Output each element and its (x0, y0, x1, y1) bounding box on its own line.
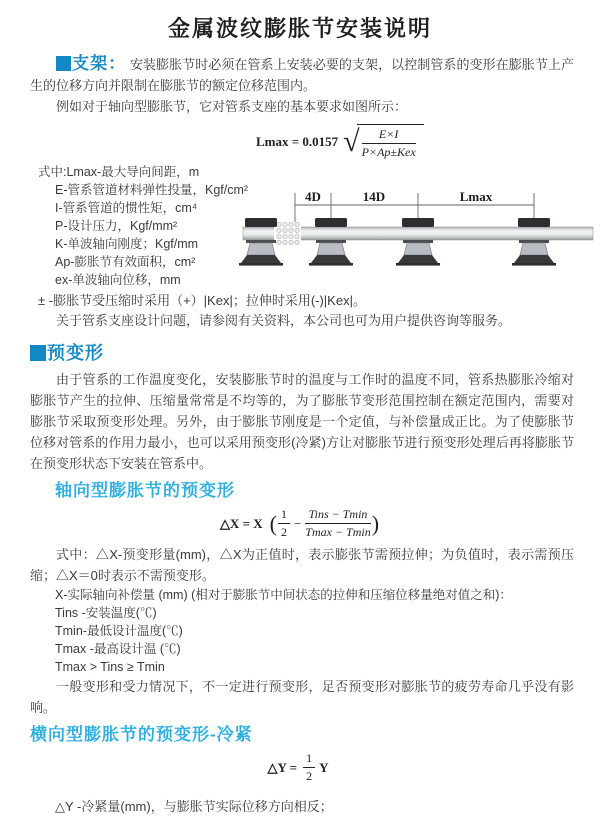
definition-line: P-设计压力，Kgf/mm² (55, 219, 178, 233)
prestrain-section-heading (30, 339, 600, 365)
definition-line: K-单波轴向刚度；Kgf/mm (55, 237, 199, 251)
definition-line: 式中:Lmax-最大导向间距，m (38, 165, 200, 179)
sqrt-content (357, 124, 424, 160)
axial-note: 一般变形和受力情况下，不一定进行预变形，足否预变形对膨胀节的疲劳寿命几乎没有影响。 (30, 679, 574, 715)
pipe-support (512, 218, 556, 266)
frac-numerator: 1 (278, 507, 290, 524)
blue-square-bullet (30, 345, 46, 361)
lateral-formula-lhs: △Y = (267, 759, 298, 775)
bellows-icon (274, 222, 301, 245)
temperature-fraction (305, 507, 370, 540)
definition-line: E-管系管道材料弹性投量，Kgf/cm² (55, 183, 249, 197)
minus-sign: − (293, 515, 302, 531)
frac-numerator: Tins − Tmin (305, 507, 370, 524)
axial-definition-line: Tmin-最低设计温度(℃) (55, 624, 183, 638)
lmax-denominator: P×Ap±Kex (361, 145, 416, 159)
prestrain-body-paragraph: 由于管系的工作温度变化，安装膨胀节时的温度与工作时的温度不同，管系热膨胀冷缩对膨胀节产生的拉伸、压缩量常常是不均等的，为了膨胀节变形范围控制在额定范围内，需要对膨胀节采取预变形处理。另外，由于膨胀节刚度是一个定值，与补偿量成正比。为了使膨胀节位移对管系的作用力最小，也可以采用预变形(冷紧)方让对膨胀节进行预变形处理后再将膨胀节在预变形状态下安装在管系中。 (30, 372, 574, 471)
pipe-support (396, 218, 440, 266)
axial-formula-lhs: △X = X (219, 515, 263, 531)
page-title: 金属波纹膨胀节安装说明 (167, 16, 432, 41)
dimension-label-lmax: Lmax (459, 189, 493, 204)
frac-numerator: 1 (303, 751, 315, 768)
support-intro-text: 安装膨胀节时必须在管系上安装必要的支架，以控制管系的变形在膨胀节上产生的位移方向并限制在膨胀节的额定位移范围内。 (30, 57, 574, 93)
prestrain-heading-label: 预变形 (47, 343, 104, 363)
close-paren: ) (371, 510, 380, 536)
axial-definition-line: Tmax > Tins ≥ Tmin (55, 660, 165, 674)
definition-line: I-管系管道的惯性矩，cm⁴ (55, 201, 198, 215)
definition-line: ex-单波轴向位移，mm (55, 273, 181, 287)
axial-desc-paragraph: 式中：△X-预变形量(mm)，△X为正值时，表示膨张节需预拉伸；为负值时，表示需预压缩；△X＝0时表示不需预变形。 (30, 547, 574, 583)
lmax-fraction (362, 127, 416, 160)
lateral-formula-rhs: Y (319, 759, 329, 775)
frac-denominator: Tmax − Tmin (305, 525, 371, 539)
support-intro-paragraph (30, 53, 574, 96)
service-note: 关于管系支座设计问题，请参阅有关资料，本公司也可为用户提供咨询等服务。 (56, 313, 512, 328)
lmax-numerator: E×I (362, 127, 416, 144)
definition-line: Ap-膨胀节有效面积，cm² (55, 255, 196, 269)
support-section-heading: 支架： (72, 54, 127, 73)
pipe-support (309, 218, 353, 266)
lmax-formula-lhs: Lmax = 0.0157 (256, 134, 339, 149)
pipe-support-diagram (241, 187, 597, 287)
dimension-label-4d: 4D (305, 189, 321, 204)
axial-subsection-heading: 轴向型膨胀节的预变形 (55, 481, 235, 500)
axial-definition-list (0, 586, 600, 676)
axial-definition-line: Tins -安装温度(℃) (55, 606, 157, 620)
axial-definition-line: Tmax -最高设计温 (℃) (55, 642, 181, 656)
one-half-fraction (278, 507, 290, 540)
lateral-formula (0, 751, 600, 784)
lateral-subsection-heading: 横向型膨胀节的预变形-冷紧 (30, 725, 253, 744)
blue-square-bullet (56, 56, 71, 71)
axial-formula (0, 507, 600, 540)
open-paren: ( (269, 510, 277, 536)
plus-minus-note: ± -膨胀节受压缩时采用（+）|Kex|；拉伸时采用(-)|Kex|。 (38, 293, 366, 308)
support-example-line: 例如对于轴向型膨胀节，它对管系支座的基本要求如图所示： (56, 99, 408, 114)
sqrt-radical-glyph: √ (343, 125, 360, 158)
lateral-note: △Y -冷紧量(mm)，与膨胀节实际位移方向相反； (55, 799, 333, 814)
lmax-formula (256, 124, 600, 160)
axial-definition-line: X-实际轴向补偿量 (mm) (相对于膨胀节中间状态的拉伸和压缩位移量绝对值之和)： (55, 588, 512, 602)
one-half-fraction (303, 751, 315, 784)
dimension-label-14d: 14D (362, 189, 386, 204)
definitions-and-diagram (0, 163, 600, 291)
frac-denominator: 2 (280, 525, 287, 539)
frac-denominator: 2 (306, 769, 313, 783)
